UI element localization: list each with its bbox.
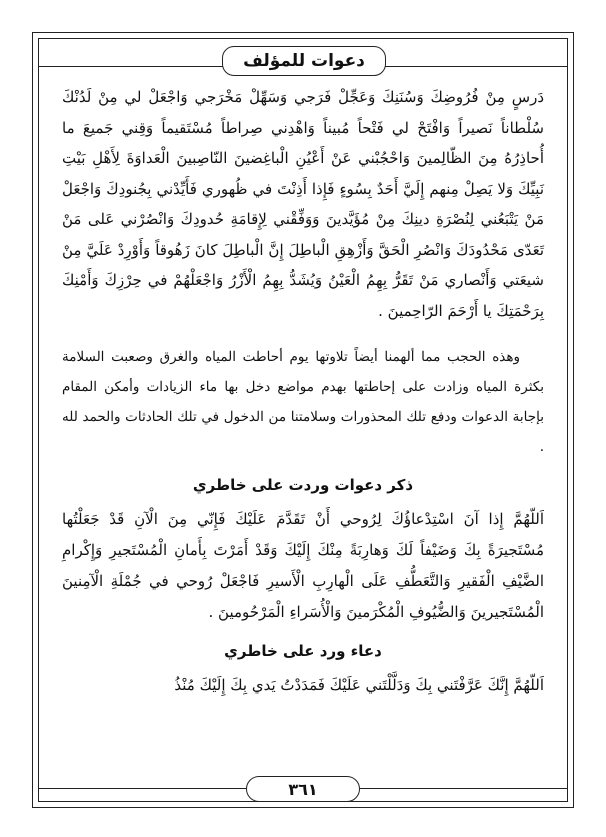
running-header: دعوات للمؤلف [222, 46, 386, 76]
section-heading-1: ذكر دعوات وردت على خاطري [192, 476, 414, 494]
section-heading-2: دعاء ورد على خاطري [224, 642, 382, 660]
commentary-paragraph: وهذه الحجب مما ألهمنا أيضاً تلاوتها يوم أحاطت المياه والغرق وصعبت السلامة بكثرة المياه وزادت على إحاطتها بهدم مواضع دخل بها ماء الزيادات وأمكن المقام بإجابة الدعوات ودفع تلك المحذورات وسلامتنا من الدخول في تلك الحادثات والحمد لله . [62, 349, 544, 455]
page-number: ٣٦١ [246, 776, 360, 802]
prayer-continuation-paragraph: دَرسٍ مِنْ فُرُوضِكَ وَسُنَنِكَ وَعَجِّلْ فَرَجي وَسَهِّلْ مَخْرَجي وَاجْعَلْ لي مِنْ لَدُنْكَ سُلْطاناً نَصيراً وَافْتَحْ لي فَتْحاً مُبيناً وَاهْدِني صِراطاً مُسْتَقيماً وَقِني جَميعَ ما أُحاذِرُهُ مِنَ الظّالِمينَ وَاحْجُبْني عَنْ أَعْيُنِ الْباغِضينَ النّاصِبينَ الْعَداوَةَ لِأَهْلِ بَيْتِ نَبِيِّكَ وَلا يَصِلْ مِنهم إِلَيَّ أَحَدٌ بِسُوءٍ فَإِذا أَذِنْتَ في ظُهوري فَأَيِّدْني بِجُنودِكَ وَاجْعَلْ مَنْ يَتْبَعُني لِنُصْرَةِ دينِكَ مِنْ مُؤَيَّدينَ وَوَفِّقْني لِإِقامَةِ حُدودِكَ وَانْصُرْني عَلى مَنْ تَعَدّى مَحْدُودَكَ وَانْصُرِ الْحَقَّ وَأَزْهِقِ الْباطِلَ إِنَّ الْباطِلَ كانَ زَهُوقاً وَأَوْرِدْ عَلَيَّ مِنْ شيعَتي وَأَنْصاري مَنْ تَقَرُّ بِهِمُ الْعَيْنُ وَيُشَدُّ بِهِمُ الْأَزْرُ وَاجْعَلْهُمْ في حِرْزِكَ وَأَمْنِكَ بِرَحْمَتِكَ يا أَرْحَمَ الرّاحِمينَ . [62, 88, 545, 320]
page-body [62, 82, 544, 701]
prayer-paragraph-2: اَللّهُمَّ إِنَّكَ عَرَّفْتَني بِكَ وَدَلَّلْتَني عَلَيْكَ فَمَدَدْتُ يَدي بِكَ إِلَيْكَ مُنْذُ [174, 676, 544, 694]
prayer-paragraph-1: اَللّهُمَّ إِذا آنَ اسْتِدْعاؤُكَ لِرُوحي أَنْ تَقَدَّمَ عَلَيْكَ فَإِنّي مِنَ الْآنِ قَدْ جَعَلْتُها مُسْتَجيرَةً بِكَ وَضَيْفاً لَكَ وَهارِبَةً مِنْكَ إِلَيْكَ وَقَدْ أَمَرْتَ بِأَمانِ الْمُسْتَجيرِ وَإِكْرامِ الضَّيْفِ الْفَقيرِ وَالتَّعَطُّفِ عَلَى الْهارِبِ الْأَسيرِ فَاجْعَلْ رُوحي في جُمْلَةِ الْآمِنينَ الْمُسْتَجيرينَ وَالضُّيُوفِ الْمُكْرَمينَ وَالْأُسَراءِ الْمَرْحُومينَ . [62, 510, 544, 621]
